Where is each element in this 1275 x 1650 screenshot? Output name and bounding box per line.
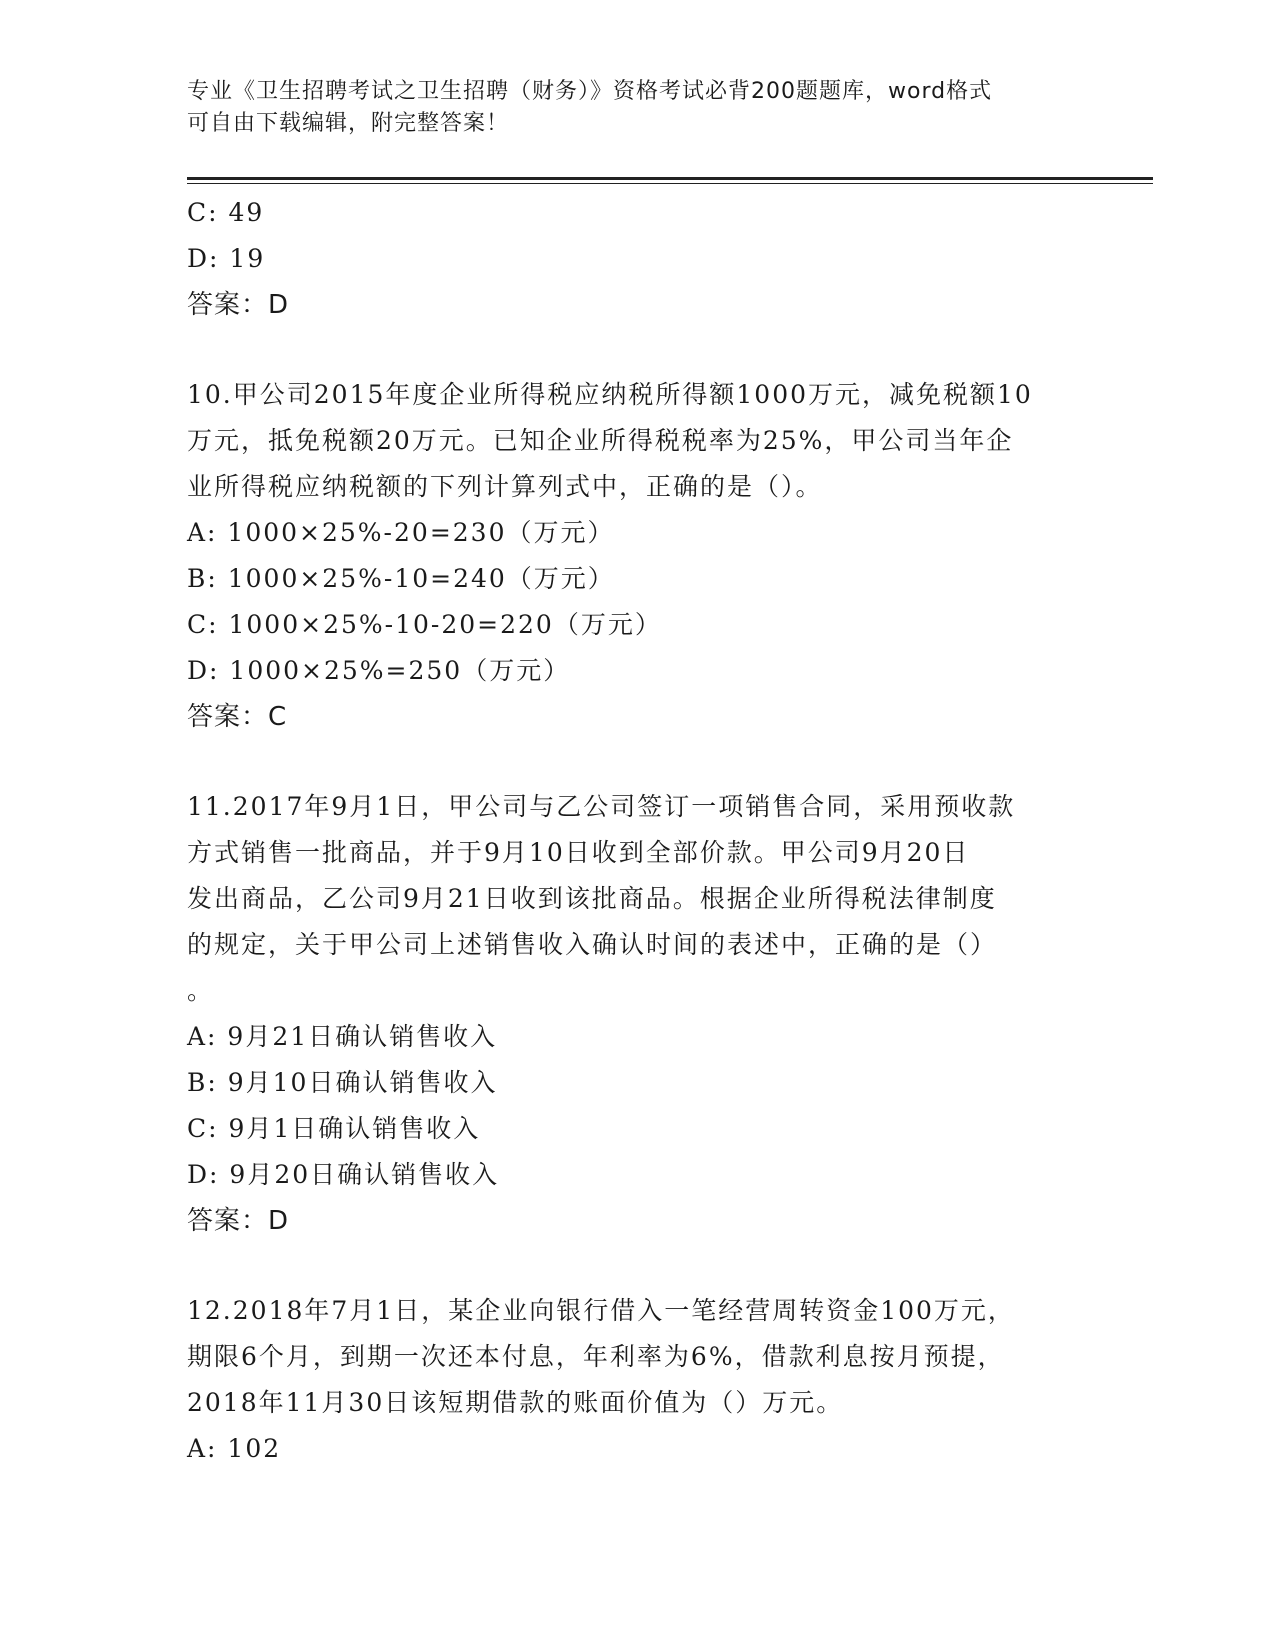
option-a: A: 1000×25%-20=230（万元） (187, 518, 615, 547)
answer-line: 答案：D (187, 1206, 290, 1236)
question-9-tail (187, 190, 1087, 328)
question-text-line: 期限6个月，到期一次还本付息，年利率为6%，借款利息按月预提， (187, 1342, 1005, 1371)
option-d: D: 9月20日确认销售收入 (187, 1160, 500, 1189)
option-b: B: 1000×25%-10=240（万元） (187, 564, 615, 593)
question-text-line: 。 (187, 976, 215, 1005)
option-d: D: 19 (187, 244, 266, 273)
answer-line: 答案：C (187, 702, 288, 732)
option-b: B: 9月10日确认销售收入 (187, 1068, 498, 1097)
question-text-line: 业所得税应纳税额的下列计算列式中，正确的是（）。 (187, 472, 823, 501)
question-12 (187, 1288, 1087, 1472)
header-divider-thick (187, 177, 1153, 180)
question-text-line: 发出商品，乙公司9月21日收到该批商品。根据企业所得税法律制度 (187, 884, 997, 913)
header-line-1: 专业《卫生招聘考试之卫生招聘（财务）》资格考试必背200题题库，word格式 (187, 79, 993, 104)
question-text-line: 12.2018年7月1日，某企业向银行借入一笔经营周转资金100万元， (187, 1296, 1015, 1325)
option-a: A: 102 (187, 1434, 282, 1463)
header-line-2: 可自由下载编辑，附完整答案！ (187, 111, 510, 136)
answer-line: 答案：D (187, 290, 290, 320)
document-body (187, 190, 1087, 1472)
document-header (187, 76, 1087, 140)
question-text-line: 的规定，关于甲公司上述销售收入确认时间的表述中，正确的是（） (187, 930, 998, 959)
question-text-line: 11.2017年9月1日，甲公司与乙公司签订一项销售合同，采用预收款 (187, 792, 1016, 821)
option-c: C: 9月1日确认销售收入 (187, 1114, 481, 1143)
option-a: A: 9月21日确认销售收入 (187, 1022, 498, 1051)
question-text-line: 2018年11月30日该短期借款的账面价值为（）万元。 (187, 1388, 844, 1417)
question-10 (187, 372, 1087, 740)
option-d: D: 1000×25%=250（万元） (187, 656, 571, 685)
question-text-line: 万元，抵免税额20万元。已知企业所得税税率为25%，甲公司当年企 (187, 426, 1014, 455)
header-divider-thin (187, 183, 1153, 184)
question-11 (187, 784, 1087, 1244)
option-c: C: 1000×25%-10-20=220（万元） (187, 610, 662, 639)
question-text-line: 10.甲公司2015年度企业所得税应纳税所得额1000万元，减免税额10 (187, 380, 1033, 409)
question-text-line: 方式销售一批商品，并于9月10日收到全部价款。甲公司9月20日 (187, 838, 970, 867)
option-c: C: 49 (187, 198, 265, 227)
